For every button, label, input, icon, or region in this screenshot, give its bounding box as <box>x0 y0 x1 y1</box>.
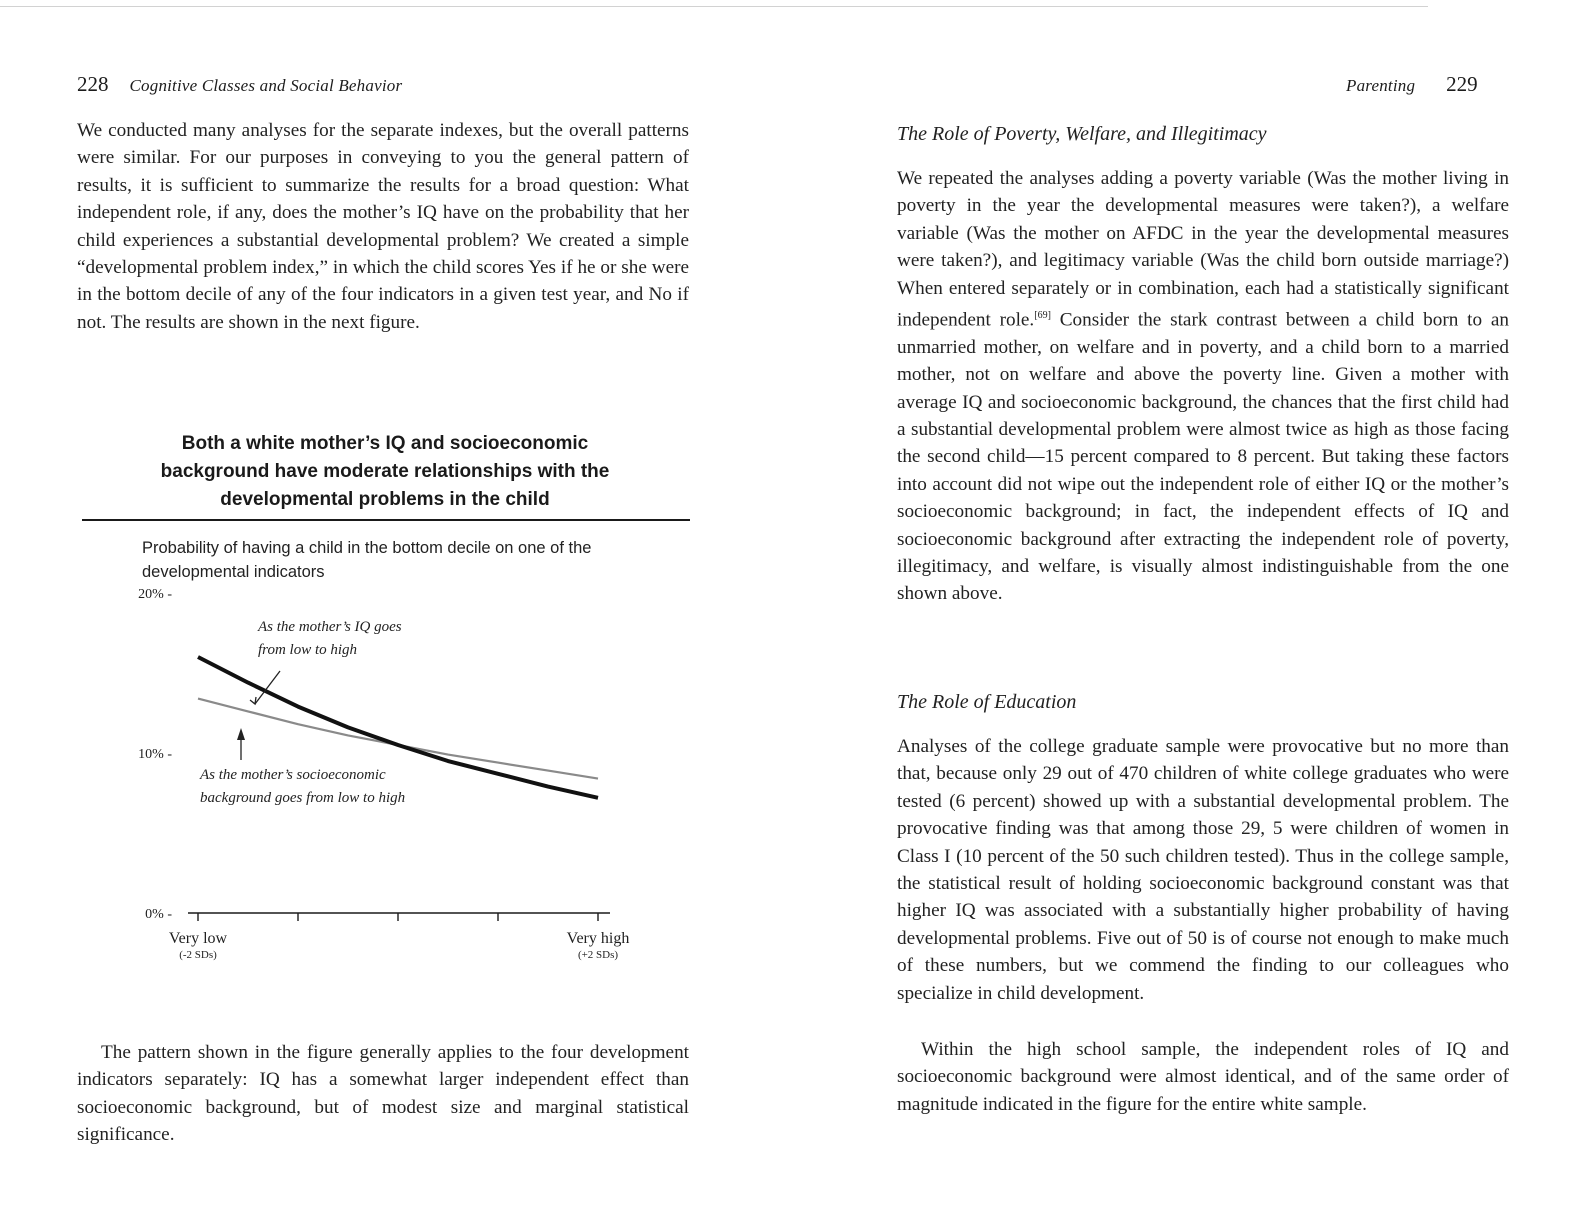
y-tick-label-2: 20% - <box>138 587 172 602</box>
x-label-very-low: Very low <box>168 930 228 947</box>
right-paragraph-1 <box>897 165 1509 608</box>
right-page-number: 229 <box>1446 72 1478 96</box>
iq-annotation: As the mother’s IQ goes from low to high <box>258 619 402 658</box>
left-paragraph-1: We conducted many analyses for the separate indexes, but the overall patterns were similar. For our purposes in conveying to you the general pattern of results, it is sufficient to summarize the results for a broad question: What independent role, if any, does the mother’s IQ have on the probability that her child experiences a substantial developmental problem? We created a simple “developmental problem index,” in which the child scores Yes if he or she were in the bottom decile of any of the four indicators in a given test year, and No if not. The results are shown in the next figure. <box>77 120 689 333</box>
left-running-title: Cognitive Classes and Social Behavior <box>129 76 403 95</box>
left-page <box>0 0 760 1230</box>
right-paragraph-2: Analyses of the college graduate sample were provocative but no more than that, because only 29 out of 470 children of white college graduates who were tested (6 percent) showed up with a substantial developmental problem. The provocative finding was that among those 29, 5 were children of women in Class I (10 percent of the 50 such children tested). Thus in the college sample, the statistical result of holding socioeconomic background constant was that higher IQ was associated with a substantially higher probability of having developmental problems. Five out of 50 is of course not enough to make much of these numbers, but we commend the finding to our colleagues who specialize in child development. <box>897 736 1509 1004</box>
right-paragraph-1-text: We repeated the analyses adding a poverty variable (Was the mother living in poverty in the year the developmental measures were taken?), a welfare variable (Was the mother on AFDC in the year the developmental measures were taken?), and legitimacy variable (Was the child born outside marriage?) When entered separately or in combination, each had a statistically significant independent role. <box>897 168 1509 331</box>
left-page-number: 228 <box>77 72 109 96</box>
ses-annotation: As the mother’s socioeconomic background goes from low to high <box>200 767 406 806</box>
footnote-ref[interactable]: [69] <box>1034 310 1051 322</box>
right-paragraph-3: Within the high school sample, the independent roles of IQ and socioeconomic background were almost identical, and of the same order of magnitude indicated in the figure for the entire white sample. <box>897 1039 1509 1115</box>
iq-annotation-arrowhead <box>250 697 256 704</box>
x-label-very-high: Very high <box>566 930 630 947</box>
heading-education: The Role of Education <box>897 691 1077 713</box>
figure-caption: Probability of having a child in the bottom decile on one of the developmental indicators <box>142 539 592 581</box>
y-tick-label-1: 10% - <box>138 747 172 762</box>
right-page <box>790 0 1588 1230</box>
figure-title: Both a white mother’s IQ and socioeconomic background have moderate relationships with the developmental problems in the child <box>160 433 610 510</box>
right-running-head <box>1346 72 1478 98</box>
right-running-title: Parenting <box>1346 76 1416 95</box>
heading-poverty-welfare: The Role of Poverty, Welfare, and Illegitimacy <box>897 123 1267 145</box>
y-tick-label-0: 0% - <box>145 907 172 922</box>
x-sublabel-very-high: (+2 SDs) <box>577 949 619 961</box>
right-paragraph-1b-text: Consider the stark contrast between a child born to an unmarried mother, on welfare and in poverty, and a child born to a married mother, not on welfare and above the poverty line. Given a mother with average IQ and socioeconomic background, the chances that the first child had a substantial developmental problem were almost twice as high as those facing the second child—15 percent compared to 8 percent. But taking these factors into account did not wipe out the independent role of either IQ or the mother’s socioeconomic background; in fact, the independent effects of IQ and socioeconomic background after extracting the independent role of poverty, illegitimacy, and welfare, is visually almost indistinguishable from the one shown above. <box>897 309 1510 605</box>
ses-annotation-arrowhead <box>237 728 245 740</box>
x-sublabel-very-low: (-2 SDs) <box>179 949 217 961</box>
left-paragraph-2: The pattern shown in the figure generally applies to the four development indicators separately: IQ has a somewhat larger independent effect than socioeconomic background, but of modest size and marginal statistical significance. <box>77 1042 689 1146</box>
